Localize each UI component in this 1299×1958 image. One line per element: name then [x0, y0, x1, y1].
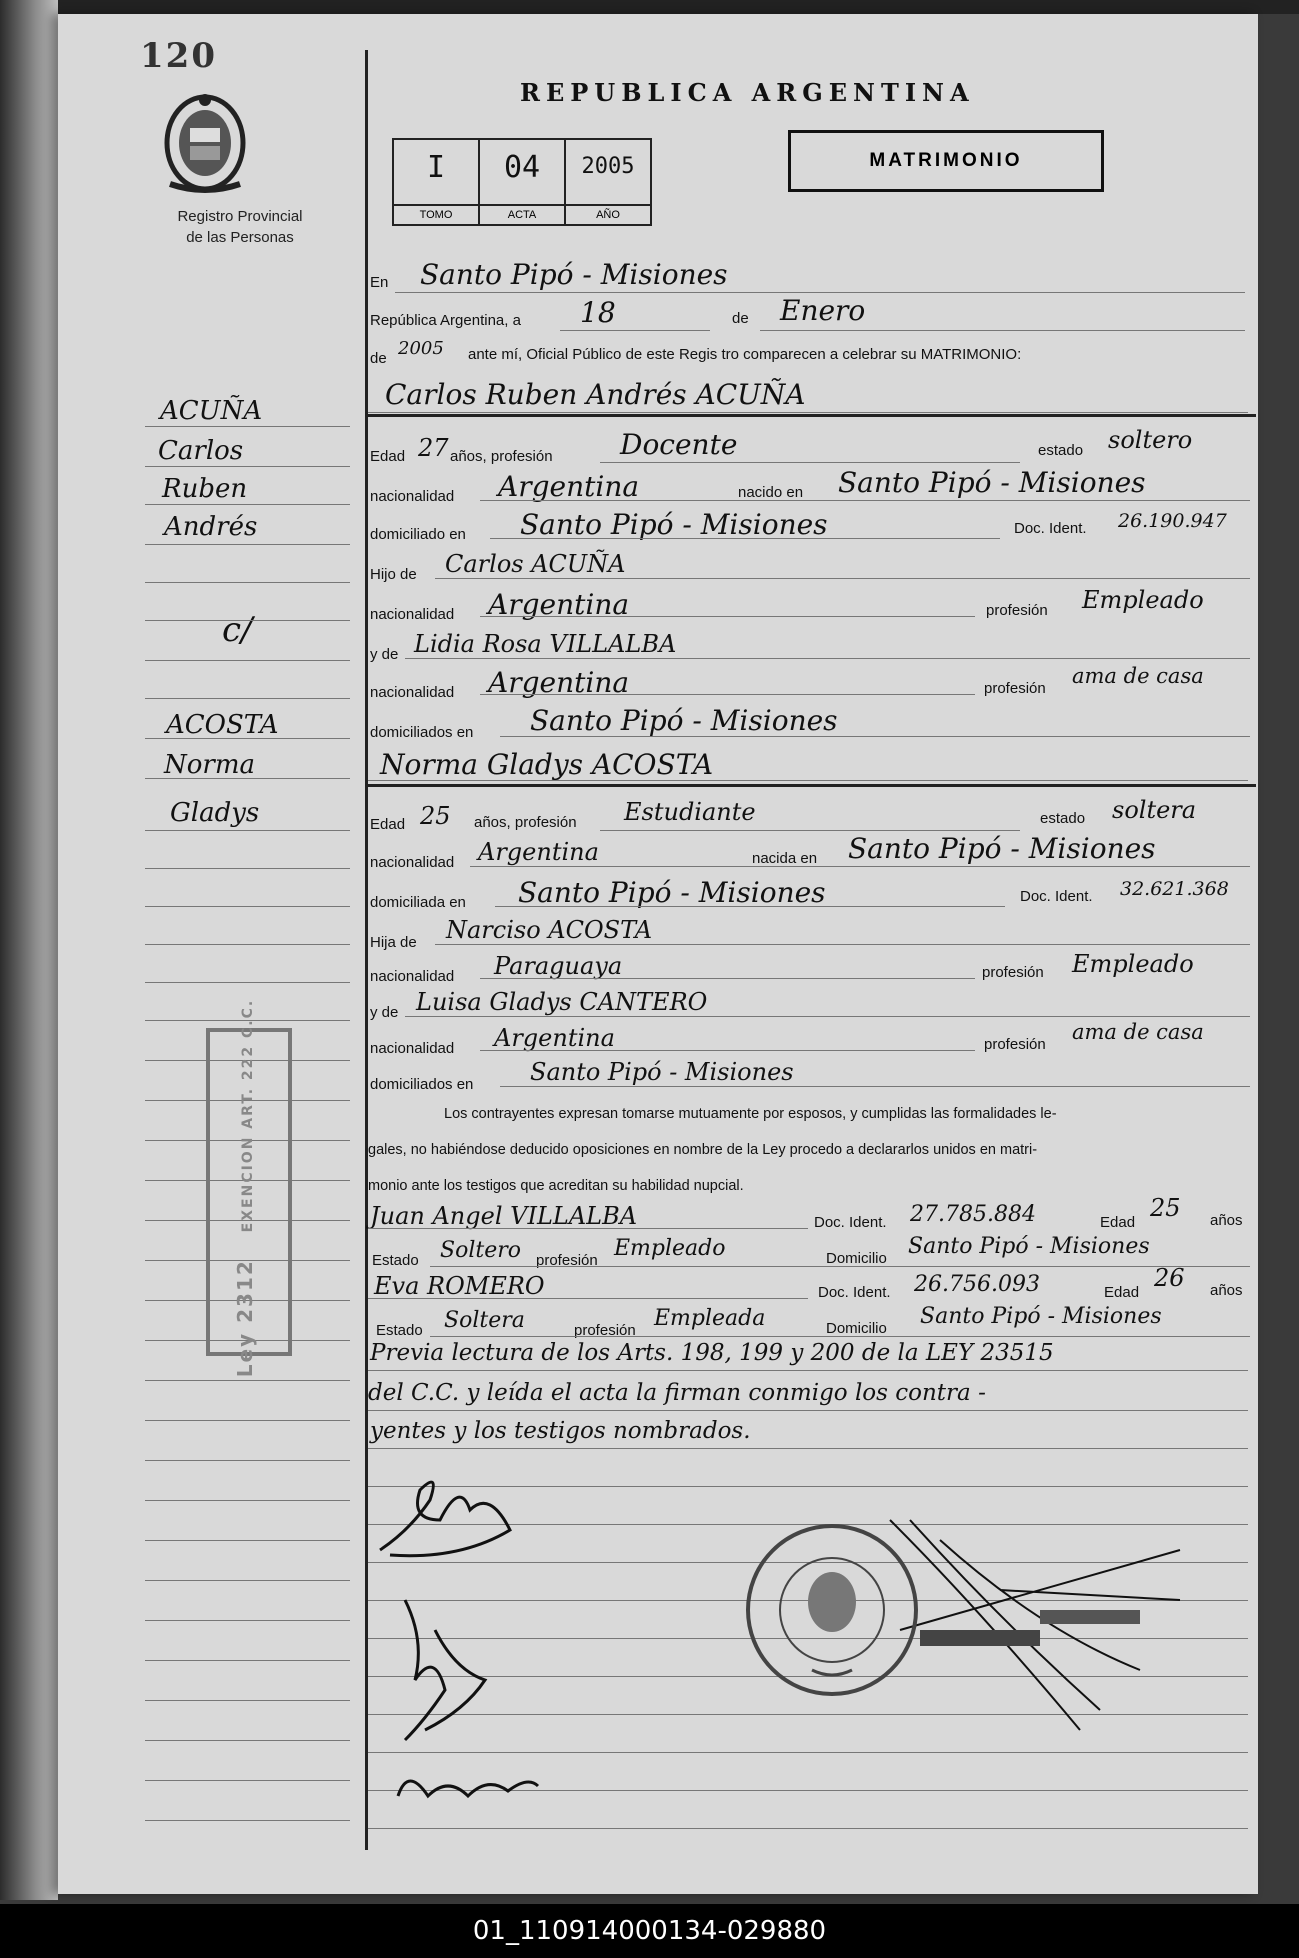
- signature-bride: [385, 1590, 525, 1750]
- margin-conjunction: c/: [222, 610, 253, 650]
- day-value: 18: [580, 296, 616, 329]
- section-separator: [368, 414, 1256, 417]
- bride-birthplace: Santo Pipó - Misiones: [848, 832, 1156, 865]
- margin-rule: [145, 868, 350, 869]
- groom-hijo-label: Hijo de: [370, 566, 417, 583]
- groom-profession: Docente: [620, 428, 738, 461]
- closing-line-1: Previa lectura de los Arts. 198, 199 y 200 de la LEY 23515: [370, 1340, 1054, 1366]
- document-type-box: MATRIMONIO: [788, 130, 1104, 192]
- margin-rule: [145, 1700, 350, 1701]
- rule: [470, 866, 1250, 868]
- witness1-doc: 27.785.884: [910, 1202, 1036, 1227]
- witness2-domicile: Santo Pipó - Misiones: [920, 1304, 1162, 1329]
- rule: [405, 1016, 1250, 1018]
- rule: [430, 1266, 1250, 1268]
- bride-mother-profession: ama de casa: [1072, 1020, 1204, 1044]
- official-seal-icon: [742, 1520, 922, 1700]
- year-value: 2005: [398, 338, 444, 359]
- margin-rule: [145, 830, 350, 831]
- rule: [430, 1336, 1250, 1338]
- paragraph-line-2: gales, no habiéndose deducido oposiciones en nombre de la Ley procedo a declararlos unidos en matri-: [368, 1142, 1038, 1158]
- section-separator: [368, 784, 1256, 787]
- bride-nac-label: nacionalidad: [370, 854, 455, 871]
- acta-label: ACTA: [480, 204, 564, 224]
- margin-rule: [145, 698, 350, 699]
- record-number-box: [392, 138, 652, 226]
- signature-groom: [370, 1460, 530, 1570]
- bride-nacida-label: nacida en: [752, 850, 818, 867]
- intro-text: ante mí, Oficial Público de este Regis tro comparecen a celebrar su MATRIMONIO:: [468, 346, 1022, 363]
- groom-estado-label: estado: [1038, 442, 1084, 459]
- folio-number: 120: [140, 36, 217, 76]
- signature-witness: [388, 1756, 548, 1816]
- acta-cell: [480, 140, 566, 224]
- rule: [368, 1448, 1248, 1450]
- groom-father-profession: Empleado: [1082, 586, 1204, 614]
- groom-birthplace: Santo Pipó - Misiones: [838, 466, 1146, 499]
- witness1-estado-label: Estado: [372, 1252, 419, 1269]
- de2-label: de: [370, 350, 387, 367]
- witness1-name: Juan Angel VILLALBA: [370, 1202, 638, 1230]
- groom-nacido-label: nacido en: [738, 484, 804, 501]
- margin-divider: [365, 50, 368, 1850]
- groom-father: Carlos ACUÑA: [445, 550, 626, 578]
- witness1-profession: Empleado: [614, 1236, 726, 1261]
- groom-mother-profession: ama de casa: [1072, 664, 1204, 688]
- groom-father-nationality: Argentina: [488, 588, 630, 621]
- groom-parents-domicile: Santo Pipó - Misiones: [530, 704, 838, 737]
- ano-label: AÑO: [566, 204, 650, 224]
- rule: [490, 538, 1000, 540]
- witness2-dom-label: Domicilio: [826, 1320, 887, 1337]
- margin-rule: [145, 1420, 350, 1421]
- registry-line-2: de las Personas: [186, 229, 294, 246]
- bride-full-name: Norma Gladys ACOSTA: [380, 748, 714, 781]
- margin-rule: [145, 1380, 350, 1381]
- groom-nac-label: nacionalidad: [370, 488, 455, 505]
- witness1-estado: Soltero: [440, 1238, 521, 1263]
- bride-dom-label: domiciliada en: [370, 894, 466, 911]
- bride-hija-label: Hija de: [370, 934, 417, 951]
- bride-parents-domicile: Santo Pipó - Misiones: [530, 1058, 794, 1086]
- margin-groom-name-2: Ruben: [162, 474, 248, 504]
- margin-rule: [145, 1460, 350, 1461]
- margin-rule: [145, 1540, 350, 1541]
- place-value: Santo Pipó - Misiones: [420, 258, 728, 291]
- margin-rule: [145, 1660, 350, 1661]
- groom-mother-prof-label: profesión: [984, 680, 1046, 697]
- margin-rule: [145, 1740, 350, 1741]
- witness1-age: 25: [1150, 1194, 1181, 1222]
- margin-rule: [145, 944, 350, 945]
- rule: [760, 330, 1245, 332]
- margin-rule: [145, 426, 350, 427]
- groom-mother: Lidia Rosa VILLALBA: [414, 630, 677, 658]
- registry-label: [120, 206, 360, 248]
- de-label: de: [732, 310, 749, 327]
- margin-rule: [145, 1620, 350, 1621]
- witness2-doc-label: Doc. Ident.: [818, 1284, 891, 1301]
- margin-rule: [145, 466, 350, 467]
- rule: [368, 1410, 1248, 1412]
- witness2-prof-label: profesión: [574, 1322, 636, 1339]
- groom-edad-label: Edad: [370, 448, 406, 465]
- rule: [480, 978, 975, 980]
- exemption-stamp-text: [206, 998, 284, 1378]
- rule: [368, 1228, 808, 1230]
- bride-mother-nationality: Argentina: [494, 1024, 615, 1052]
- margin-groom-surname: ACUÑA: [160, 396, 263, 426]
- groom-full-name: Carlos Ruben Andrés ACUÑA: [385, 378, 806, 411]
- bride-yde-label: y de: [370, 1004, 399, 1021]
- bride-estado-label: estado: [1040, 810, 1086, 827]
- stamp-line-2: EXENCION ART. 222 C.C.: [240, 998, 256, 1233]
- registry-line-1: Registro Provincial: [177, 208, 303, 225]
- rule: [368, 780, 1248, 782]
- margin-rule: [145, 582, 350, 583]
- rule: [435, 578, 1250, 580]
- groom-mother-nationality: Argentina: [488, 666, 630, 699]
- groom-doc-label: Doc. Ident.: [1014, 520, 1087, 537]
- acta-value: 04: [503, 150, 541, 185]
- margin-rule: [145, 1780, 350, 1781]
- margin-rule: [145, 1580, 350, 1581]
- margin-rule: [145, 738, 350, 739]
- bride-anos-label: años, profesión: [474, 814, 577, 831]
- paragraph-line-1: Los contrayentes expresan tomarse mutuamente por esposos, y cumplidas las formalidades le-: [444, 1106, 1057, 1122]
- rule: [500, 736, 1250, 738]
- book-spine-edge: [0, 0, 58, 1900]
- rule: [480, 694, 975, 696]
- stamp-line-1: Ley 2312: [233, 1259, 257, 1378]
- witness1-edad-label: Edad: [1100, 1214, 1136, 1231]
- bride-age: 25: [420, 802, 451, 830]
- rule: [480, 616, 975, 618]
- groom-doms-label: domiciliados en: [370, 724, 474, 741]
- groom-mother-nac-label: nacionalidad: [370, 684, 455, 701]
- groom-father-prof-label: profesión: [986, 602, 1048, 619]
- witness1-domicile: Santo Pipó - Misiones: [908, 1234, 1150, 1259]
- margin-rule: [145, 982, 350, 983]
- margin-bride-name-1: Norma: [164, 750, 255, 780]
- bride-father-nationality: Paraguaya: [494, 952, 623, 980]
- rule: [480, 1050, 975, 1052]
- bride-mother-nac-label: nacionalidad: [370, 1040, 455, 1057]
- bride-edad-label: Edad: [370, 816, 406, 833]
- signature-officer: [880, 1510, 1200, 1750]
- rule: [495, 906, 1005, 908]
- witness2-profession: Empleada: [654, 1306, 766, 1331]
- margin-groom-name-1: Carlos: [158, 436, 244, 466]
- republica-label: República Argentina, a: [370, 312, 521, 329]
- witness2-age: 26: [1154, 1264, 1185, 1292]
- margin-bride-surname: ACOSTA: [166, 710, 279, 740]
- rule: [500, 1086, 1250, 1088]
- groom-yde-label: y de: [370, 646, 399, 663]
- tomo-value: I: [426, 150, 446, 185]
- tomo-cell: [394, 140, 480, 224]
- rule: [600, 462, 1020, 464]
- margin-rule: [145, 1820, 350, 1821]
- bride-doc: 32.621.368: [1120, 878, 1229, 900]
- groom-nationality: Argentina: [498, 470, 640, 503]
- image-caption: 01_110914000134-029880: [0, 1904, 1299, 1958]
- tomo-label: TOMO: [394, 204, 478, 224]
- groom-anos-label: años, profesión: [450, 448, 553, 465]
- bride-nationality: Argentina: [478, 838, 599, 866]
- witness2-anos-label: años: [1210, 1282, 1243, 1299]
- groom-estado: soltero: [1108, 426, 1193, 454]
- rule: [368, 1370, 1248, 1372]
- margin-rule: [145, 504, 350, 505]
- rule: [560, 330, 710, 332]
- witness2-edad-label: Edad: [1104, 1284, 1140, 1301]
- groom-doc: 26.190.947: [1118, 510, 1227, 532]
- bride-doms-label: domiciliados en: [370, 1076, 474, 1093]
- groom-dom-label: domiciliado en: [370, 526, 466, 543]
- paragraph-line-3: monio ante los testigos que acreditan su habilidad nupcial.: [368, 1178, 744, 1194]
- bride-profession: Estudiante: [624, 798, 756, 826]
- bride-father-prof-label: profesión: [982, 964, 1044, 981]
- bride-mother-prof-label: profesión: [984, 1036, 1046, 1053]
- bride-father-nac-label: nacionalidad: [370, 968, 455, 985]
- rule: [368, 1828, 1248, 1830]
- witness2-estado: Soltera: [444, 1308, 525, 1333]
- bride-father: Narciso ACOSTA: [446, 916, 653, 944]
- closing-line-2: del C.C. y leída el acta la firman conmigo los contra -: [368, 1380, 986, 1406]
- witness2-doc: 26.756.093: [914, 1272, 1040, 1297]
- bride-mother: Luisa Gladys CANTERO: [416, 988, 708, 1016]
- groom-domicile: Santo Pipó - Misiones: [520, 508, 828, 541]
- bride-doc-label: Doc. Ident.: [1020, 888, 1093, 905]
- margin-rule: [145, 778, 350, 779]
- witness1-dom-label: Domicilio: [826, 1250, 887, 1267]
- coat-of-arms-icon: [150, 88, 260, 198]
- rule: [368, 1752, 1248, 1754]
- ano-value: 2005: [581, 154, 635, 179]
- closing-line-3: yentes y los testigos nombrados.: [370, 1418, 751, 1444]
- groom-father-nac-label: nacionalidad: [370, 606, 455, 623]
- margin-bride-name-2: Gladys: [170, 798, 260, 828]
- witness2-name: Eva ROMERO: [374, 1272, 545, 1300]
- witness1-prof-label: profesión: [536, 1252, 598, 1269]
- rule: [405, 658, 1250, 660]
- month-value: Enero: [780, 294, 866, 327]
- margin-rule: [145, 620, 350, 621]
- groom-age: 27: [418, 434, 449, 462]
- margin-groom-name-3: Andrés: [164, 512, 258, 542]
- ano-cell: [566, 140, 650, 224]
- bride-domicile: Santo Pipó - Misiones: [518, 876, 826, 909]
- margin-rule: [145, 1500, 350, 1501]
- margin-rule: [145, 906, 350, 907]
- rule: [368, 1298, 808, 1300]
- witness2-estado-label: Estado: [376, 1322, 423, 1339]
- rule: [435, 944, 1250, 946]
- rule: [480, 500, 1250, 502]
- margin-rule: [145, 660, 350, 661]
- bride-estado: soltera: [1112, 796, 1197, 824]
- bride-father-profession: Empleado: [1072, 950, 1194, 978]
- scan-top-band: [0, 0, 1299, 14]
- witness1-doc-label: Doc. Ident.: [814, 1214, 887, 1231]
- witness1-anos-label: años: [1210, 1212, 1243, 1229]
- margin-rule: [145, 544, 350, 545]
- en-label: En: [370, 274, 389, 291]
- document-title: REPUBLICA ARGENTINA: [520, 78, 975, 107]
